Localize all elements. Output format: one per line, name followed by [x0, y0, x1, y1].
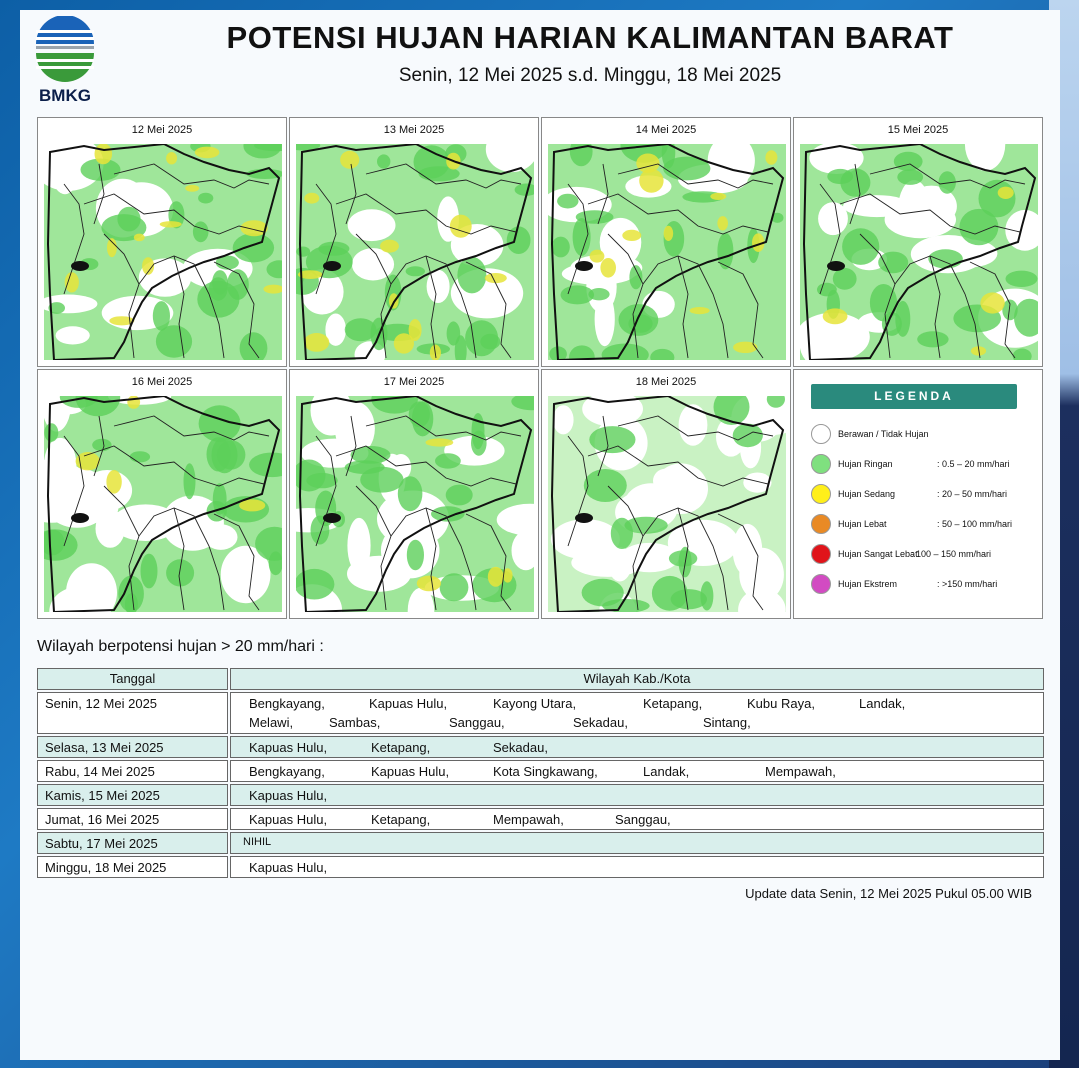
rain-patch: [471, 431, 487, 456]
map-panel: [37, 117, 287, 367]
region-name: Sanggau,: [449, 715, 505, 730]
rain-patch: [817, 283, 837, 297]
rain-patch: [233, 233, 274, 262]
legend-swatch: [811, 454, 831, 474]
map-panel: [541, 117, 791, 367]
legend-range: : 50 – 100 mm/hari: [937, 519, 1013, 529]
moderate-rain-patch: [765, 150, 777, 165]
region-name: Kapuas Hulu,: [249, 812, 328, 827]
region-name: Kayong Utara,: [493, 696, 577, 711]
legend-label: Hujan Sedang: [838, 489, 896, 499]
rain-patch: [928, 249, 963, 268]
moderate-rain-patch: [185, 185, 199, 192]
legend-swatch: [811, 424, 831, 444]
region-name: Sintang,: [703, 715, 751, 730]
rain-patch: [573, 218, 591, 256]
legend-label: Hujan Ringan: [838, 459, 893, 469]
map-panel: [541, 369, 791, 619]
rain-patch: [117, 207, 140, 232]
rain-patch: [212, 437, 238, 473]
rain-patch: [552, 237, 570, 258]
dry-patch: [56, 326, 90, 344]
dry-patch: [885, 201, 956, 238]
row-regions: [230, 808, 1044, 830]
legend-label: Hujan Sangat Lebat: [838, 549, 918, 559]
map-date: 17 Mei 2025: [383, 376, 445, 388]
table-header: [37, 668, 1044, 690]
rain-map: [296, 396, 534, 612]
region-name: Kapuas Hulu,: [249, 860, 328, 875]
table-row: [37, 692, 1044, 734]
dry-patch: [551, 519, 620, 559]
rain-patch: [360, 467, 403, 493]
legend-panel: [793, 369, 1043, 619]
legend-item: [811, 574, 1036, 594]
moderate-rain-patch: [380, 240, 399, 253]
row-date: Jumat, 16 Mei 2025: [37, 808, 228, 830]
rain-patch: [584, 469, 627, 502]
rain-patch: [153, 301, 170, 331]
rain-patch: [377, 154, 390, 168]
legend-range: : 0.5 – 20 mm/hari: [937, 459, 1010, 469]
row-regions: [230, 832, 1044, 854]
rain-patch: [589, 426, 635, 453]
map-panel: [289, 369, 539, 619]
rain-map: [548, 396, 786, 612]
moderate-rain-patch: [304, 333, 329, 352]
moderate-rain-patch: [639, 169, 663, 193]
table-row: [37, 832, 1044, 854]
region-name: Kapuas Hulu,: [249, 788, 328, 803]
coastline-bay: [323, 261, 341, 271]
rain-patch: [409, 401, 430, 427]
moderate-rain-patch: [450, 215, 472, 238]
legend-item: [811, 454, 1036, 474]
moderate-rain-patch: [134, 234, 145, 242]
map-panel: [793, 117, 1043, 367]
region-name: Melawi,: [249, 715, 294, 730]
table-row: [37, 856, 1044, 878]
coastline-bay: [323, 513, 341, 523]
moderate-rain-patch: [417, 576, 441, 592]
infographic-card: [20, 10, 1060, 1060]
coastline-bay: [575, 261, 593, 271]
region-name: Kapuas Hulu,: [249, 740, 328, 755]
legend-item: [811, 544, 1036, 564]
coastline-bay: [827, 261, 845, 271]
row-date: Senin, 12 Mei 2025: [37, 692, 228, 734]
map-date: 16 Mei 2025: [131, 376, 193, 388]
rain-patch: [895, 301, 910, 337]
region-name: Mempawah,: [765, 764, 836, 779]
rain-patch: [446, 485, 473, 506]
region-name: Ketapang,: [643, 696, 703, 711]
section-label: Wilayah berpotensi hujan > 20 mm/hari :: [37, 638, 324, 655]
dry-patch: [553, 405, 574, 434]
header-date: Tanggal: [37, 668, 228, 690]
moderate-rain-patch: [340, 151, 359, 169]
moderate-rain-patch: [160, 221, 182, 227]
rain-patch: [141, 554, 158, 589]
legend-swatch: [811, 484, 831, 504]
rain-patch: [557, 194, 578, 209]
table-row: [37, 784, 1044, 806]
legend-range: : 20 – 50 mm/hari: [937, 489, 1008, 499]
moderate-rain-patch: [394, 333, 414, 353]
region-name: Kota Singkawang,: [493, 764, 598, 779]
map-date: 12 Mei 2025: [131, 124, 193, 136]
rain-patch: [197, 281, 239, 318]
dry-patch: [818, 202, 848, 235]
table-row: [37, 736, 1044, 758]
legend-label: Berawan / Tidak Hujan: [838, 429, 929, 439]
rain-patch: [130, 451, 150, 462]
rain-patch: [414, 145, 450, 178]
dry-patch: [352, 248, 394, 280]
moderate-rain-patch: [195, 147, 220, 159]
dry-patch: [61, 494, 118, 523]
legend-title: LEGENDA: [811, 384, 1017, 409]
row-regions: [230, 784, 1044, 806]
moderate-rain-patch: [95, 144, 113, 164]
rain-patch: [629, 265, 642, 289]
rain-patch: [717, 233, 733, 270]
map-panel: [289, 117, 539, 367]
map-date: 15 Mei 2025: [887, 124, 949, 136]
rain-patch: [296, 569, 334, 600]
rain-patch: [897, 169, 923, 185]
rain-map: [44, 144, 282, 360]
region-name: Sekadau,: [493, 740, 548, 755]
map-date: 18 Mei 2025: [635, 376, 697, 388]
moderate-rain-patch: [488, 567, 504, 587]
region-name: Sambas,: [329, 715, 381, 730]
moderate-rain-patch: [998, 187, 1014, 199]
moderate-rain-patch: [710, 193, 726, 200]
region-name: Kapuas Hulu,: [371, 764, 450, 779]
region-name: Ketapang,: [371, 740, 431, 755]
region-name: Kubu Raya,: [747, 696, 815, 711]
region-name: Landak,: [859, 696, 906, 711]
map-date: 14 Mei 2025: [635, 124, 697, 136]
legend-label: Hujan Lebat: [838, 519, 887, 529]
rain-patch: [842, 228, 879, 265]
row-date: Rabu, 14 Mei 2025: [37, 760, 228, 782]
row-date: Minggu, 18 Mei 2025: [37, 856, 228, 878]
rain-patch: [318, 242, 349, 256]
row-date: Selasa, 13 Mei 2025: [37, 736, 228, 758]
rain-patch: [407, 540, 424, 571]
region-name: Mempawah,: [493, 812, 564, 827]
moderate-rain-patch: [65, 272, 79, 292]
region-name: Bengkayang,: [249, 696, 325, 711]
rain-patch: [827, 169, 853, 184]
moderate-rain-patch: [717, 216, 728, 230]
moderate-rain-patch: [106, 470, 121, 494]
rain-patch: [652, 576, 688, 611]
rain-patch: [878, 252, 908, 274]
moderate-rain-patch: [166, 152, 177, 164]
moderate-rain-patch: [426, 438, 454, 446]
moderate-rain-patch: [823, 308, 848, 324]
legend-swatch: [811, 544, 831, 564]
rain-patch: [44, 423, 58, 442]
dry-patch: [348, 209, 396, 241]
row-date: Kamis, 15 Mei 2025: [37, 784, 228, 806]
region-name: Sanggau,: [615, 812, 671, 827]
rain-patch: [440, 573, 469, 601]
rain-patch: [1006, 271, 1038, 287]
moderate-rain-patch: [622, 230, 641, 241]
legend-item: [811, 484, 1036, 504]
legend-item: [811, 514, 1036, 534]
table-row: [37, 808, 1044, 830]
moderate-rain-patch: [733, 342, 757, 353]
row-date: Sabtu, 17 Mei 2025: [37, 832, 228, 854]
rain-patch: [833, 268, 857, 290]
rain-patch: [588, 288, 609, 300]
row-regions: [230, 856, 1044, 878]
rain-map: [296, 144, 534, 360]
row-regions: [230, 692, 1044, 734]
legend-swatch: [811, 514, 831, 534]
rain-patch: [733, 424, 763, 448]
rain-patch: [406, 266, 425, 276]
region-name: Landak,: [643, 764, 690, 779]
logo-text: BMKG: [39, 86, 91, 105]
row-regions: [230, 736, 1044, 758]
page-title: POTENSI HUJAN HARIAN KALIMANTAN BARAT: [226, 20, 954, 55]
rain-map: [800, 144, 1038, 360]
coastline-bay: [71, 513, 89, 523]
region-name: NIHIL: [243, 836, 272, 848]
table-row: [37, 760, 1044, 782]
coastline-bay: [71, 261, 89, 271]
moderate-rain-patch: [600, 258, 616, 278]
page-subtitle: Senin, 12 Mei 2025 s.d. Minggu, 18 Mei 2025: [398, 65, 782, 86]
legend-label: Hujan Ekstrem: [838, 579, 898, 589]
moderate-rain-patch: [664, 226, 674, 241]
rain-patch: [917, 331, 948, 347]
legend-swatch: [811, 574, 831, 594]
rain-patch: [435, 453, 461, 468]
moderate-rain-patch: [485, 273, 507, 283]
legend-item: [811, 424, 1036, 444]
header-region: Wilayah Kab./Kota: [230, 668, 1044, 690]
region-name: Bengkayang,: [249, 764, 325, 779]
rain-patch: [198, 193, 213, 204]
moderate-rain-patch: [980, 292, 1004, 313]
region-name: Ketapang,: [371, 812, 431, 827]
rain-patch: [193, 221, 209, 242]
rain-map: [548, 144, 786, 360]
row-regions: [230, 760, 1044, 782]
rain-patch: [611, 518, 633, 549]
coastline-bay: [575, 513, 593, 523]
dry-patch: [679, 404, 708, 445]
legend-range: : 100 – 150 mm/hari: [911, 549, 992, 559]
map-panel: [37, 369, 287, 619]
rain-patch: [92, 439, 111, 451]
update-note: Update data Senin, 12 Mei 2025 Pukul 05.00 WIB: [745, 886, 1032, 901]
rain-patch: [296, 247, 310, 257]
region-name: Kapuas Hulu,: [369, 696, 448, 711]
moderate-rain-patch: [590, 250, 605, 263]
rain-patch: [894, 152, 923, 171]
rain-map: [44, 396, 282, 612]
rain-patch: [465, 320, 498, 356]
rain-patch: [457, 257, 486, 294]
moderate-rain-patch: [690, 307, 710, 314]
map-date: 13 Mei 2025: [383, 124, 445, 136]
dry-patch: [427, 270, 450, 303]
region-name: Sekadau,: [573, 715, 628, 730]
moderate-rain-patch: [304, 193, 319, 204]
moderate-rain-patch: [107, 238, 117, 257]
legend-range: : >150 mm/hari: [937, 579, 998, 589]
map-grid: [37, 117, 1045, 621]
rain-patch: [184, 463, 196, 499]
